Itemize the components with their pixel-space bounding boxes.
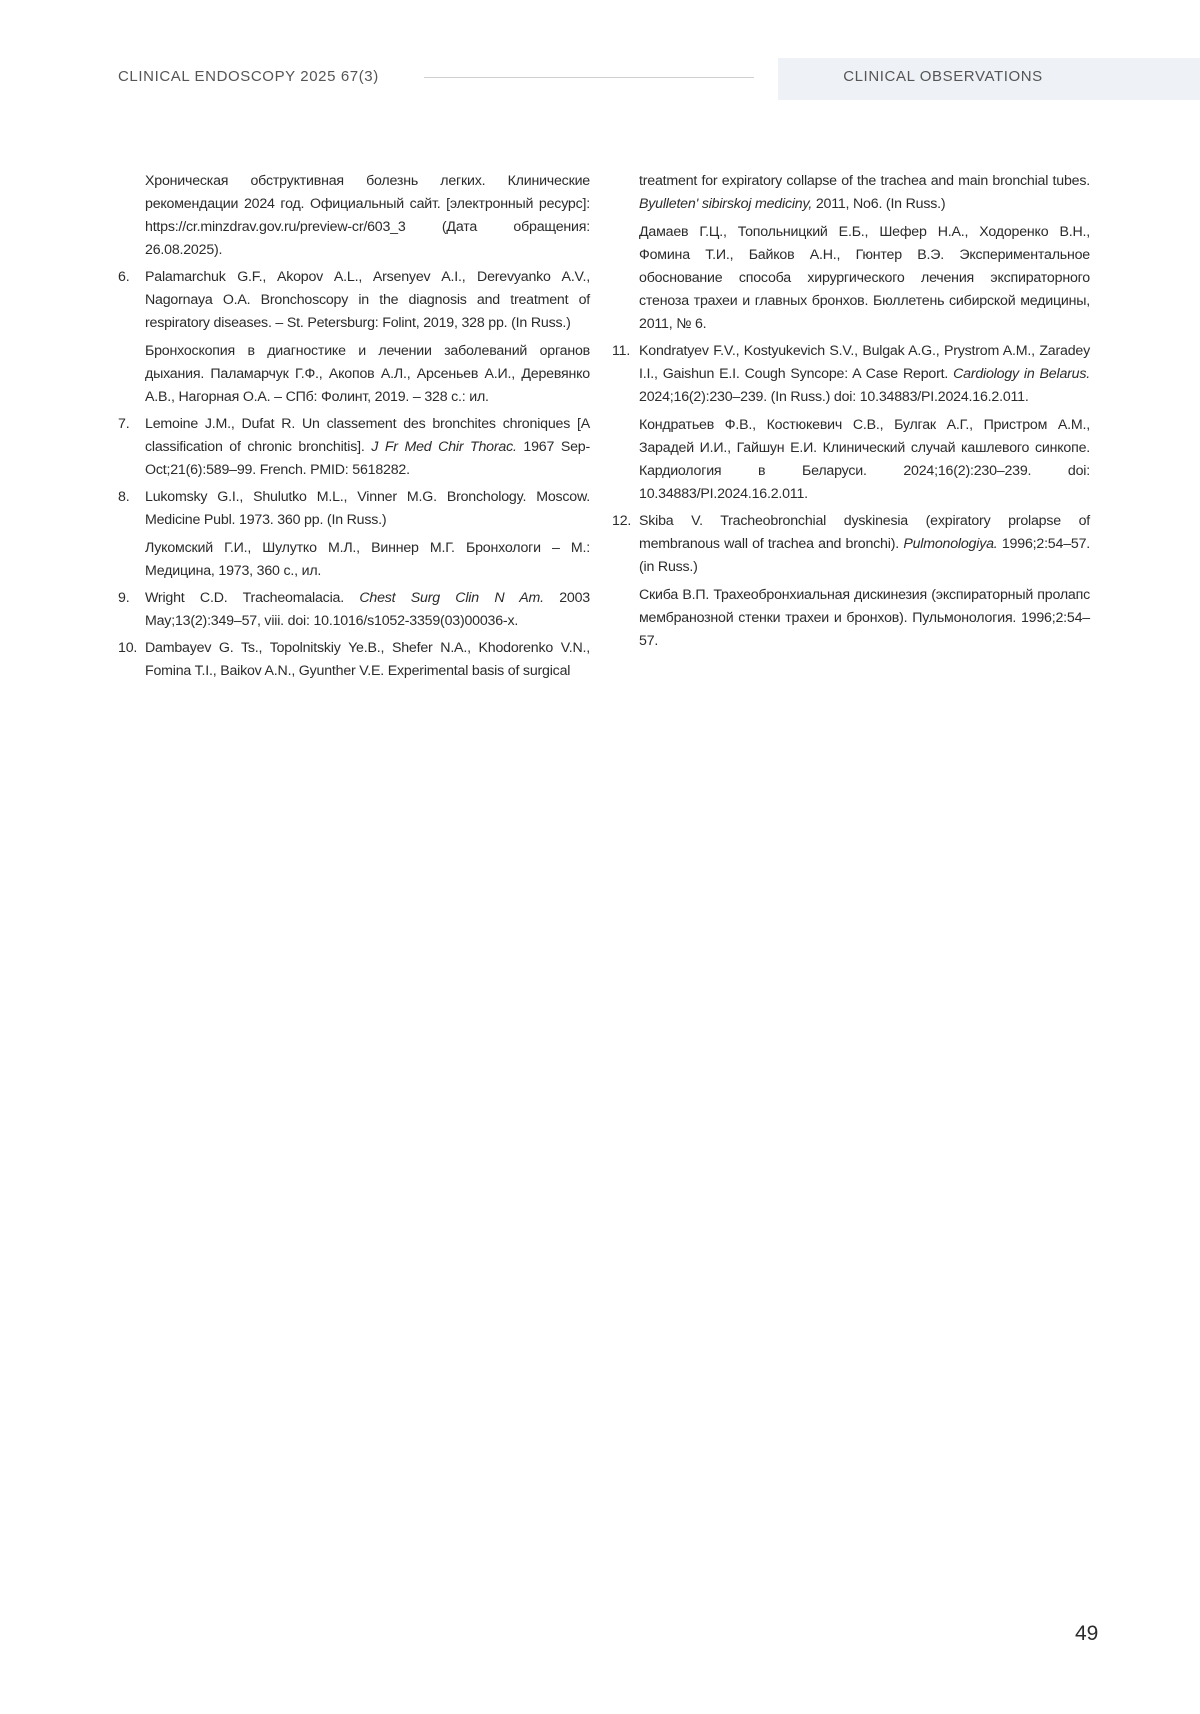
reference-5-continuation [118, 170, 590, 262]
reference-text-ru: Дамаев Г.Ц., Топольницкий Е.Б., Шефер Н.А., Ходоренко В.Н., Фомина Т.И., Байков А.Н., Гюнтер В.Э. Экспериментальное обоснование способа хирургического лечения экспираторного стеноза трахеи и главных бронхов. Бюллетень сибирской медицины, 2011, № 6. [639, 224, 1090, 332]
journal-title: CLINICAL ENDOSCOPY 2025 67(3) [118, 68, 379, 85]
reference-number: 10. [118, 640, 138, 656]
reference-number: 6. [118, 269, 130, 285]
citation-text: Wright C.D. Tracheomalacia. [145, 590, 360, 606]
journal-name: Chest Surg Clin N Am. [359, 590, 544, 606]
citation-details: 2011, No6. (In Russ.) [812, 196, 946, 212]
reference-11 [612, 340, 1090, 506]
journal-name: Pulmonologiya. [903, 536, 998, 552]
reference-number: 12. [612, 513, 632, 529]
citation-details: 1996;2:54–57. (in Russ.) [639, 536, 1091, 575]
reference-8 [118, 486, 590, 583]
citation-text: Kondratyev F.V., Kostyukevich S.V., Bulgak A.G., Prystrom A.M., Zaradey I.I., Gaishun E.I. Cough Syncope: A Case Report. [639, 343, 1090, 382]
reference-6 [118, 266, 590, 409]
header-rule [424, 77, 754, 78]
reference-number: 9. [118, 590, 130, 606]
citation-details: 2003 May;13(2):349–57, viii. doi: 10.1016/s1052-3359(03)00036-x. [145, 590, 590, 629]
reference-7 [118, 413, 590, 482]
reference-text-en [639, 170, 1090, 216]
journal-name: J Fr Med Chir Thorac. [371, 439, 517, 455]
citation-text: Skiba V. Tracheobronchial dyskinesia (expiratory prolapse of membranous wall of trachea and bronchi). [639, 513, 1090, 552]
section-banner [778, 58, 1200, 100]
reference-9 [118, 587, 590, 633]
citation-text: treatment for expiratory collapse of the trachea and main bronchial tubes. [639, 173, 1090, 189]
page-number: 49 [1075, 1622, 1099, 1645]
journal-name: Cardiology in Belarus. [953, 366, 1090, 382]
page-header [0, 0, 1200, 100]
reference-text-ru: Кондратьев Ф.В., Костюкевич С.В., Булгак А.Г., Пристром А.М., Зарадей И.И., Гайшун Е.И. Клинический случай кашлевого синкопе. Кардиология в Беларуси. 2024;16(2):230–239. doi: 10.34883/PI.2024.16.2.011. [639, 417, 1090, 502]
reference-text-en [639, 510, 1090, 579]
citation-text: Lemoine J.M., Dufat R. Un classement des bronchites chroniques [A classification of chronic bronchitis]. [145, 416, 590, 455]
references-left-column [118, 170, 590, 687]
reference-text-ru: Скиба В.П. Трахеобронхиальная дискинезия (экспираторный пролапс мембранозной стенки трахеи и бронхов). Пульмонология. 1996;2:54–57. [639, 587, 1090, 649]
reference-text-ru: Бронхоскопия в диагностике и лечении заболеваний органов дыхания. Паламарчук Г.Ф., Акопов А.Л., Арсеньев А.И., Деревянко А.В., Нагорная О.А. – СПб: Фолинт, 2019. – 328 с.: ил. [145, 343, 590, 405]
reference-text-ru: Хроническая обструктивная болезнь легких. Клинические рекомендации 2024 год. Официальный сайт. [электронный ресурс]: https://cr.minzdrav.gov.ru/preview-cr/603_3 (Дата обращения: 26.08.2025). [145, 173, 590, 258]
reference-number: 8. [118, 489, 130, 505]
reference-text-en: Lukomsky G.I., Shulutko M.L., Vinner M.G. Bronchology. Moscow. Medicine Publ. 1973. 360 pp. (In Russ.) [145, 489, 590, 528]
journal-name: Byulleten' sibirskoj mediciny, [639, 196, 813, 212]
reference-text-en: Palamarchuk G.F., Akopov A.L., Arsenyev A.I., Derevyanko A.V., Nagornaya O.A. Bronchoscopy in the diagnosis and treatment of respiratory diseases. – St. Petersburg: Folint, 2019, 328 pp. (In Russ.) [145, 269, 590, 331]
references-right-column [612, 170, 1090, 657]
section-label: CLINICAL OBSERVATIONS [843, 68, 1043, 85]
reference-text-en [145, 413, 590, 482]
reference-number: 11. [612, 343, 631, 359]
citation-details: 2024;16(2):230–239. (In Russ.) doi: 10.34883/PI.2024.16.2.011. [639, 389, 1029, 405]
reference-text-en [145, 587, 590, 633]
reference-10 [118, 637, 590, 683]
reference-text-en [639, 340, 1090, 409]
reference-text-en: Dambayev G. Ts., Topolnitskiy Ye.B., Shefer N.A., Khodorenko V.N., Fomina T.I., Baikov A.N., Gyunther V.E. Experimental basis of surgical [145, 640, 590, 679]
citation-details: 1967 Sep-Oct;21(6):589–99. French. PMID: 5618282. [145, 439, 590, 478]
reference-number: 7. [118, 416, 130, 432]
reference-text-ru: Лукомский Г.И., Шулутко М.Л., Виннер М.Г. Бронхологи – М.: Медицина, 1973, 360 с., ил. [145, 540, 590, 579]
reference-10-continuation [612, 170, 1090, 336]
reference-12 [612, 510, 1090, 653]
